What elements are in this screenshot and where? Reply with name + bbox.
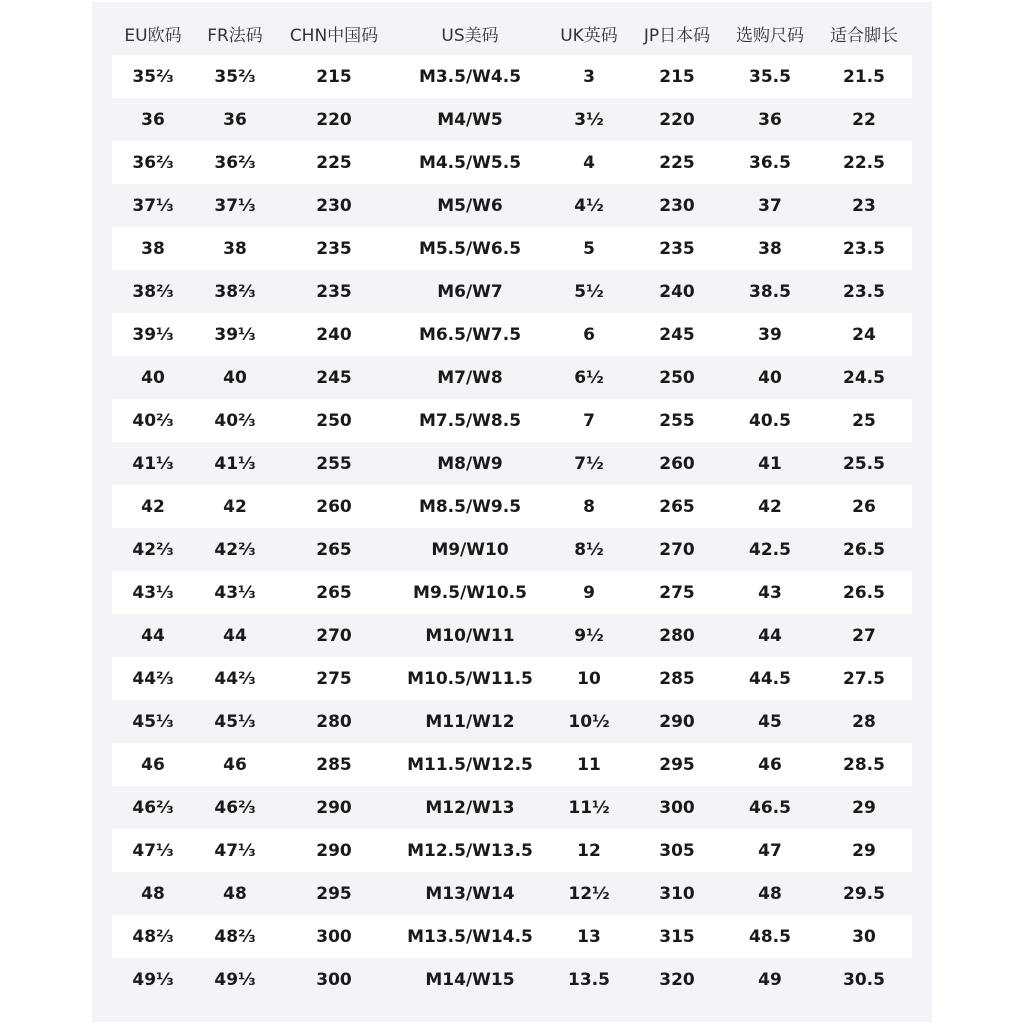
table-row <box>112 55 912 98</box>
cell-fr-size: 40 <box>194 356 276 399</box>
cell-fr-size: 42⅔ <box>194 528 276 571</box>
cell-uk-size: 9 <box>548 571 630 614</box>
cell-chn-size: 250 <box>276 399 392 442</box>
cell-recommended-size: 40.5 <box>724 399 816 442</box>
cell-foot-length: 26.5 <box>816 571 912 614</box>
cell-recommended-size: 49 <box>724 958 816 1001</box>
cell-jp-size: 245 <box>630 313 724 356</box>
cell-fr-size: 35⅔ <box>194 55 276 98</box>
cell-fr-size: 36 <box>194 98 276 141</box>
cell-eu-size: 46 <box>112 743 194 786</box>
cell-chn-size: 215 <box>276 55 392 98</box>
cell-chn-size: 265 <box>276 571 392 614</box>
cell-recommended-size: 42.5 <box>724 528 816 571</box>
table-row <box>112 743 912 786</box>
table-row <box>112 227 912 270</box>
cell-foot-length: 28 <box>816 700 912 743</box>
cell-foot-length: 26.5 <box>816 528 912 571</box>
cell-chn-size: 245 <box>276 356 392 399</box>
cell-eu-size: 39⅓ <box>112 313 194 356</box>
cell-foot-length: 25 <box>816 399 912 442</box>
cell-us-size: M3.5/W4.5 <box>392 55 548 98</box>
cell-jp-size: 280 <box>630 614 724 657</box>
cell-foot-length: 29.5 <box>816 872 912 915</box>
cell-eu-size: 38⅔ <box>112 270 194 313</box>
cell-recommended-size: 40 <box>724 356 816 399</box>
header-recommended-size: 选购尺码 <box>736 26 804 46</box>
cell-fr-size: 38 <box>194 227 276 270</box>
cell-uk-size: 6 <box>548 313 630 356</box>
cell-fr-size: 46 <box>194 743 276 786</box>
cell-uk-size: 12½ <box>548 872 630 915</box>
header-eu-size: EU欧码 <box>124 26 182 46</box>
cell-chn-size: 270 <box>276 614 392 657</box>
cell-foot-length: 29 <box>816 786 912 829</box>
cell-eu-size: 48 <box>112 872 194 915</box>
cell-fr-size: 42 <box>194 485 276 528</box>
cell-foot-length: 22 <box>816 98 912 141</box>
cell-us-size: M10.5/W11.5 <box>392 657 548 700</box>
table-row <box>112 872 912 915</box>
cell-chn-size: 235 <box>276 270 392 313</box>
cell-eu-size: 45⅓ <box>112 700 194 743</box>
cell-eu-size: 37⅓ <box>112 184 194 227</box>
cell-foot-length: 25.5 <box>816 442 912 485</box>
cell-jp-size: 250 <box>630 356 724 399</box>
cell-uk-size: 4 <box>548 141 630 184</box>
cell-jp-size: 255 <box>630 399 724 442</box>
cell-us-size: M14/W15 <box>392 958 548 1001</box>
cell-uk-size: 13 <box>548 915 630 958</box>
table-row <box>112 829 912 872</box>
cell-us-size: M11/W12 <box>392 700 548 743</box>
cell-uk-size: 13.5 <box>548 958 630 1001</box>
cell-us-size: M8/W9 <box>392 442 548 485</box>
cell-jp-size: 215 <box>630 55 724 98</box>
cell-recommended-size: 36 <box>724 98 816 141</box>
cell-recommended-size: 48 <box>724 872 816 915</box>
cell-foot-length: 24 <box>816 313 912 356</box>
cell-fr-size: 44⅔ <box>194 657 276 700</box>
cell-fr-size: 40⅔ <box>194 399 276 442</box>
cell-recommended-size: 38 <box>724 227 816 270</box>
cell-uk-size: 7 <box>548 399 630 442</box>
header-jp-size: JP日本码 <box>643 26 711 46</box>
cell-us-size: M12/W13 <box>392 786 548 829</box>
cell-recommended-size: 48.5 <box>724 915 816 958</box>
header-chn-size: CHN中国码 <box>289 26 379 46</box>
cell-chn-size: 285 <box>276 743 392 786</box>
cell-fr-size: 48⅔ <box>194 915 276 958</box>
table-row <box>112 141 912 184</box>
cell-recommended-size: 46 <box>724 743 816 786</box>
cell-us-size: M5.5/W6.5 <box>392 227 548 270</box>
cell-chn-size: 290 <box>276 786 392 829</box>
table-row <box>112 356 912 399</box>
table-row <box>112 485 912 528</box>
cell-recommended-size: 36.5 <box>724 141 816 184</box>
table-row <box>112 786 912 829</box>
cell-fr-size: 45⅓ <box>194 700 276 743</box>
cell-chn-size: 290 <box>276 829 392 872</box>
cell-foot-length: 30.5 <box>816 958 912 1001</box>
cell-us-size: M11.5/W12.5 <box>392 743 548 786</box>
table-row <box>112 270 912 313</box>
cell-jp-size: 310 <box>630 872 724 915</box>
header-foot-length: 适合脚长 <box>830 26 898 46</box>
cell-jp-size: 220 <box>630 98 724 141</box>
cell-jp-size: 235 <box>630 227 724 270</box>
cell-foot-length: 27 <box>816 614 912 657</box>
cell-recommended-size: 47 <box>724 829 816 872</box>
cell-uk-size: 4½ <box>548 184 630 227</box>
cell-recommended-size: 43 <box>724 571 816 614</box>
cell-chn-size: 230 <box>276 184 392 227</box>
table-row <box>112 571 912 614</box>
cell-fr-size: 47⅓ <box>194 829 276 872</box>
header-row <box>112 12 912 55</box>
header-us-size: US美码 <box>441 26 499 46</box>
cell-chn-size: 225 <box>276 141 392 184</box>
cell-foot-length: 29 <box>816 829 912 872</box>
cell-uk-size: 9½ <box>548 614 630 657</box>
cell-fr-size: 41⅓ <box>194 442 276 485</box>
cell-uk-size: 7½ <box>548 442 630 485</box>
cell-jp-size: 285 <box>630 657 724 700</box>
cell-eu-size: 44 <box>112 614 194 657</box>
table-row <box>112 958 912 1001</box>
cell-jp-size: 230 <box>630 184 724 227</box>
cell-recommended-size: 44 <box>724 614 816 657</box>
cell-recommended-size: 44.5 <box>724 657 816 700</box>
cell-chn-size: 280 <box>276 700 392 743</box>
cell-us-size: M9/W10 <box>392 528 548 571</box>
cell-foot-length: 23.5 <box>816 227 912 270</box>
cell-eu-size: 35⅔ <box>112 55 194 98</box>
cell-uk-size: 12 <box>548 829 630 872</box>
cell-jp-size: 315 <box>630 915 724 958</box>
cell-jp-size: 295 <box>630 743 724 786</box>
cell-us-size: M8.5/W9.5 <box>392 485 548 528</box>
cell-uk-size: 5 <box>548 227 630 270</box>
cell-chn-size: 220 <box>276 98 392 141</box>
table-row <box>112 657 912 700</box>
cell-fr-size: 39⅓ <box>194 313 276 356</box>
cell-eu-size: 41⅓ <box>112 442 194 485</box>
cell-foot-length: 23.5 <box>816 270 912 313</box>
cell-chn-size: 275 <box>276 657 392 700</box>
cell-uk-size: 11 <box>548 743 630 786</box>
cell-us-size: M7.5/W8.5 <box>392 399 548 442</box>
cell-chn-size: 240 <box>276 313 392 356</box>
cell-jp-size: 240 <box>630 270 724 313</box>
cell-chn-size: 300 <box>276 958 392 1001</box>
cell-eu-size: 36⅔ <box>112 141 194 184</box>
cell-uk-size: 5½ <box>548 270 630 313</box>
cell-uk-size: 10 <box>548 657 630 700</box>
cell-eu-size: 46⅔ <box>112 786 194 829</box>
cell-fr-size: 49⅓ <box>194 958 276 1001</box>
cell-chn-size: 255 <box>276 442 392 485</box>
cell-uk-size: 8 <box>548 485 630 528</box>
cell-chn-size: 235 <box>276 227 392 270</box>
table-row <box>112 528 912 571</box>
cell-us-size: M5/W6 <box>392 184 548 227</box>
shoe-size-table <box>112 12 912 1001</box>
cell-eu-size: 43⅓ <box>112 571 194 614</box>
table-row <box>112 184 912 227</box>
table-row <box>112 399 912 442</box>
cell-uk-size: 3 <box>548 55 630 98</box>
cell-foot-length: 23 <box>816 184 912 227</box>
cell-uk-size: 8½ <box>548 528 630 571</box>
table-row <box>112 98 912 141</box>
cell-uk-size: 3½ <box>548 98 630 141</box>
cell-fr-size: 48 <box>194 872 276 915</box>
cell-us-size: M12.5/W13.5 <box>392 829 548 872</box>
cell-us-size: M10/W11 <box>392 614 548 657</box>
cell-jp-size: 320 <box>630 958 724 1001</box>
cell-foot-length: 26 <box>816 485 912 528</box>
cell-uk-size: 6½ <box>548 356 630 399</box>
cell-eu-size: 38 <box>112 227 194 270</box>
table-header <box>112 12 912 55</box>
cell-eu-size: 42⅔ <box>112 528 194 571</box>
cell-jp-size: 260 <box>630 442 724 485</box>
cell-eu-size: 40 <box>112 356 194 399</box>
cell-fr-size: 44 <box>194 614 276 657</box>
cell-jp-size: 275 <box>630 571 724 614</box>
cell-us-size: M7/W8 <box>392 356 548 399</box>
table-row <box>112 442 912 485</box>
table-row <box>112 614 912 657</box>
cell-jp-size: 270 <box>630 528 724 571</box>
cell-eu-size: 47⅓ <box>112 829 194 872</box>
cell-foot-length: 22.5 <box>816 141 912 184</box>
cell-eu-size: 40⅔ <box>112 399 194 442</box>
cell-recommended-size: 37 <box>724 184 816 227</box>
cell-foot-length: 21.5 <box>816 55 912 98</box>
cell-jp-size: 290 <box>630 700 724 743</box>
cell-fr-size: 36⅔ <box>194 141 276 184</box>
cell-us-size: M6.5/W7.5 <box>392 313 548 356</box>
cell-us-size: M6/W7 <box>392 270 548 313</box>
cell-recommended-size: 46.5 <box>724 786 816 829</box>
cell-us-size: M4.5/W5.5 <box>392 141 548 184</box>
cell-chn-size: 295 <box>276 872 392 915</box>
cell-uk-size: 11½ <box>548 786 630 829</box>
cell-chn-size: 300 <box>276 915 392 958</box>
cell-us-size: M13/W14 <box>392 872 548 915</box>
cell-eu-size: 42 <box>112 485 194 528</box>
cell-chn-size: 260 <box>276 485 392 528</box>
cell-foot-length: 28.5 <box>816 743 912 786</box>
cell-fr-size: 38⅔ <box>194 270 276 313</box>
cell-jp-size: 300 <box>630 786 724 829</box>
cell-recommended-size: 35.5 <box>724 55 816 98</box>
table-body <box>112 55 912 1001</box>
cell-eu-size: 49⅓ <box>112 958 194 1001</box>
cell-fr-size: 43⅓ <box>194 571 276 614</box>
cell-jp-size: 225 <box>630 141 724 184</box>
cell-eu-size: 48⅔ <box>112 915 194 958</box>
table-row <box>112 915 912 958</box>
cell-fr-size: 46⅔ <box>194 786 276 829</box>
cell-recommended-size: 45 <box>724 700 816 743</box>
cell-foot-length: 27.5 <box>816 657 912 700</box>
cell-recommended-size: 41 <box>724 442 816 485</box>
cell-recommended-size: 42 <box>724 485 816 528</box>
cell-jp-size: 265 <box>630 485 724 528</box>
table-row <box>112 700 912 743</box>
cell-uk-size: 10½ <box>548 700 630 743</box>
cell-eu-size: 44⅔ <box>112 657 194 700</box>
header-fr-size: FR法码 <box>207 26 263 46</box>
cell-jp-size: 305 <box>630 829 724 872</box>
cell-us-size: M4/W5 <box>392 98 548 141</box>
cell-foot-length: 30 <box>816 915 912 958</box>
cell-recommended-size: 38.5 <box>724 270 816 313</box>
cell-foot-length: 24.5 <box>816 356 912 399</box>
cell-eu-size: 36 <box>112 98 194 141</box>
cell-us-size: M9.5/W10.5 <box>392 571 548 614</box>
cell-recommended-size: 39 <box>724 313 816 356</box>
header-uk-size: UK英码 <box>560 26 618 46</box>
cell-fr-size: 37⅓ <box>194 184 276 227</box>
table-row <box>112 313 912 356</box>
cell-us-size: M13.5/W14.5 <box>392 915 548 958</box>
cell-chn-size: 265 <box>276 528 392 571</box>
